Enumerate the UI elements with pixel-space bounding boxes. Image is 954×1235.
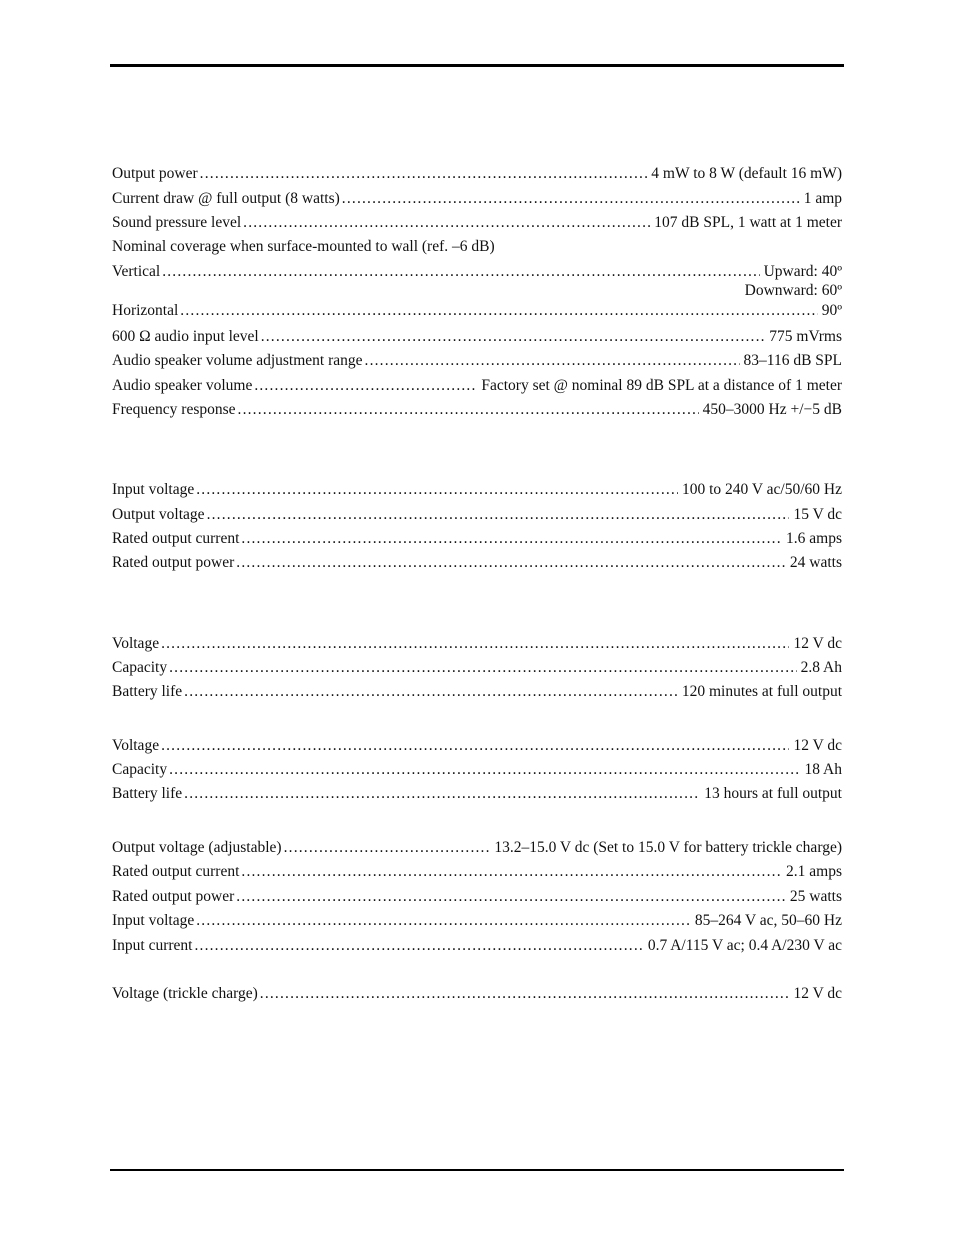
spec-value: Upward: 40º bbox=[763, 263, 842, 280]
spec-current-draw bbox=[112, 190, 842, 208]
dot-leader bbox=[241, 530, 782, 548]
spec-value: 18 Ah bbox=[804, 761, 842, 778]
spec-label: Vertical bbox=[112, 263, 161, 280]
dot-leader bbox=[184, 785, 700, 803]
dot-leader bbox=[236, 554, 786, 572]
dot-leader bbox=[161, 737, 789, 755]
spec-rated-output-current bbox=[112, 530, 842, 548]
spec-value: 775 mVrms bbox=[769, 328, 842, 345]
spec-label: Horizontal bbox=[112, 302, 179, 319]
spec-label: Rated output power bbox=[112, 554, 235, 571]
spec-adjustable-output-voltage bbox=[112, 839, 842, 857]
spec-value: 100 to 240 V ac/50/60 Hz bbox=[681, 481, 842, 498]
spec-sound-pressure-level bbox=[112, 214, 842, 232]
spec-value: 83–116 dB SPL bbox=[743, 352, 842, 369]
spec-value: 107 dB SPL, 1 watt at 1 meter bbox=[654, 214, 842, 231]
spec-label: Output voltage bbox=[112, 506, 205, 523]
spec-battery-voltage bbox=[112, 737, 842, 755]
spec-rated-output-current bbox=[112, 863, 842, 881]
dot-leader bbox=[169, 761, 800, 779]
spec-input-voltage bbox=[112, 912, 842, 930]
header-rule bbox=[110, 64, 844, 67]
spec-horizontal bbox=[112, 302, 842, 320]
spec-volume-adjustment-range bbox=[112, 352, 842, 370]
spec-value: 12 V dc bbox=[793, 985, 842, 1002]
spec-label: Current draw @ full output (8 watts) bbox=[112, 190, 340, 207]
spec-label: Audio speaker volume adjustment range bbox=[112, 352, 363, 369]
spec-label: Audio speaker volume bbox=[112, 377, 253, 394]
spec-label: Input voltage bbox=[112, 481, 195, 498]
spec-audio-input-level bbox=[112, 328, 842, 346]
spec-value: Factory set @ nominal 89 dB SPL at a distance of 1 meter bbox=[481, 377, 842, 394]
dot-leader bbox=[365, 352, 740, 370]
spec-value: 15 V dc bbox=[793, 506, 842, 523]
spec-output-power bbox=[112, 165, 842, 183]
spec-value: 450–3000 Hz +/−5 dB bbox=[702, 401, 842, 418]
spec-nominal-coverage-heading: Nominal coverage when surface-mounted to wall (ref. –6 dB) bbox=[112, 238, 495, 255]
spec-value: 90º bbox=[821, 302, 842, 319]
spec-label: Rated output current bbox=[112, 863, 240, 880]
spec-vertical bbox=[112, 263, 842, 281]
dot-leader bbox=[284, 839, 491, 857]
spec-label: Output voltage (adjustable) bbox=[112, 839, 282, 856]
spec-input-current bbox=[112, 937, 842, 955]
spec-label: Battery life bbox=[112, 683, 183, 700]
dot-leader bbox=[196, 481, 678, 499]
dot-leader bbox=[161, 635, 789, 653]
spec-battery-capacity bbox=[112, 761, 842, 779]
spec-label: Voltage bbox=[112, 737, 160, 754]
dot-leader bbox=[241, 863, 782, 881]
dot-leader bbox=[254, 377, 477, 395]
dot-leader bbox=[200, 165, 648, 183]
spec-value: 12 V dc bbox=[793, 737, 842, 754]
spec-output-voltage bbox=[112, 506, 842, 524]
dot-leader bbox=[162, 263, 759, 281]
spec-label: Input current bbox=[112, 937, 193, 954]
dot-leader bbox=[184, 683, 678, 701]
spec-label: Rated output current bbox=[112, 530, 240, 547]
spec-speaker-volume bbox=[112, 377, 842, 395]
dot-leader bbox=[180, 302, 817, 320]
spec-value: 12 V dc bbox=[793, 635, 842, 652]
spec-label: Input voltage bbox=[112, 912, 195, 929]
dot-leader bbox=[207, 506, 790, 524]
dot-leader bbox=[169, 659, 797, 677]
footer-rule bbox=[110, 1169, 844, 1171]
spec-trickle-charge-voltage bbox=[112, 985, 842, 1003]
spec-value: 120 minutes at full output bbox=[681, 683, 842, 700]
spec-label: Rated output power bbox=[112, 888, 235, 905]
dot-leader bbox=[194, 937, 643, 955]
spec-battery-life bbox=[112, 683, 842, 701]
spec-value: 1.6 amps bbox=[786, 530, 842, 547]
dot-leader bbox=[342, 190, 800, 208]
spec-value: 25 watts bbox=[789, 888, 842, 905]
spec-rated-output-power bbox=[112, 554, 842, 572]
spec-label: Voltage bbox=[112, 635, 160, 652]
spec-label: Sound pressure level bbox=[112, 214, 242, 231]
spec-label: Frequency response bbox=[112, 401, 236, 418]
spec-battery-voltage bbox=[112, 635, 842, 653]
spec-value: 4 mW to 8 W (default 16 mW) bbox=[651, 165, 842, 182]
spec-label: 600 Ω audio input level bbox=[112, 328, 259, 345]
spec-value: 2.8 Ah bbox=[800, 659, 842, 676]
spec-label: Capacity bbox=[112, 659, 168, 676]
spec-value: 13 hours at full output bbox=[704, 785, 842, 802]
dot-leader bbox=[260, 985, 790, 1003]
spec-value: 1 amp bbox=[803, 190, 842, 207]
dot-leader bbox=[261, 328, 766, 346]
dot-leader bbox=[243, 214, 650, 232]
spec-input-voltage bbox=[112, 481, 842, 499]
dot-leader bbox=[236, 888, 786, 906]
spec-label: Output power bbox=[112, 165, 198, 182]
spec-value: 2.1 amps bbox=[786, 863, 842, 880]
dot-leader bbox=[238, 401, 699, 419]
dot-leader bbox=[196, 912, 691, 930]
spec-value: 85–264 V ac, 50–60 Hz bbox=[694, 912, 842, 929]
spec-value: 0.7 A/115 V ac; 0.4 A/230 V ac bbox=[647, 937, 842, 954]
spec-rated-output-power bbox=[112, 888, 842, 906]
spec-vertical-downward: Downward: 60º bbox=[744, 282, 842, 299]
spec-frequency-response bbox=[112, 401, 842, 419]
spec-battery-life bbox=[112, 785, 842, 803]
spec-battery-capacity bbox=[112, 659, 842, 677]
spec-value: 24 watts bbox=[789, 554, 842, 571]
spec-label: Voltage (trickle charge) bbox=[112, 985, 258, 1002]
spec-label: Capacity bbox=[112, 761, 168, 778]
spec-label: Battery life bbox=[112, 785, 183, 802]
spec-value: 13.2–15.0 V dc (Set to 15.0 V for battery trickle charge) bbox=[494, 839, 842, 856]
